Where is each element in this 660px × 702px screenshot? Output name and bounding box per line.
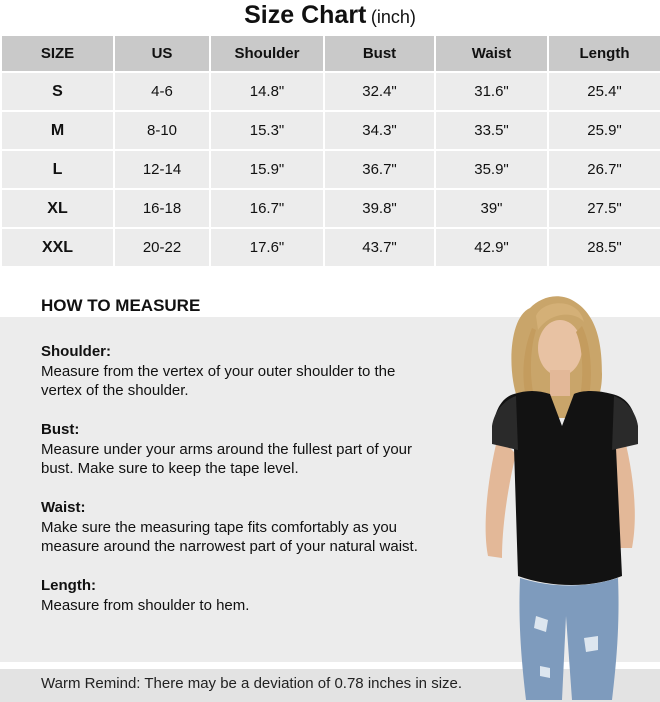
table-cell: 15.9": [210, 150, 324, 189]
warm-remind-text: Warm Remind: There may be a deviation of 0.78 inches in size.: [41, 675, 463, 692]
table-cell: 34.3": [324, 111, 435, 150]
section-heading: Length:: [41, 577, 96, 594]
table-cell: 20-22: [114, 228, 210, 267]
table-cell: 42.9": [435, 228, 548, 267]
table-cell: 8-10: [114, 111, 210, 150]
table-cell: 25.4": [548, 72, 660, 111]
section-line: Make sure the measuring tape fits comfortably as you: [41, 518, 398, 536]
table-cell: 25.9": [548, 111, 660, 150]
table-row: [1, 111, 660, 150]
length-instructions: [41, 576, 441, 615]
table-row: [1, 228, 660, 267]
column-header: Waist: [435, 35, 548, 72]
table-cell: 12-14: [114, 150, 210, 189]
title-unit: (inch): [370, 7, 416, 27]
shoulder-instructions: [41, 342, 441, 401]
table-row: [1, 150, 660, 189]
column-header: SIZE: [1, 35, 114, 72]
table-cell: 14.8": [210, 72, 324, 111]
chart-title: [0, 0, 660, 32]
table-cell: 31.6": [435, 72, 548, 111]
section-line: Measure from the vertex of your outer shoulder to the: [41, 362, 396, 380]
table-cell: 32.4": [324, 72, 435, 111]
size-table: [0, 34, 660, 268]
table-header-row: [1, 35, 660, 72]
table-row: [1, 72, 660, 111]
table-cell: 16.7": [210, 189, 324, 228]
section-line: Measure from shoulder to hem.: [41, 596, 250, 614]
table-cell: 26.7": [548, 150, 660, 189]
table-cell: S: [1, 72, 114, 111]
title-text: Size Chart: [244, 1, 367, 29]
column-header: Bust: [324, 35, 435, 72]
section-line: Measure under your arms around the fullest part of your: [41, 440, 413, 458]
how-to-measure-title: HOW TO MEASURE: [41, 296, 201, 315]
table-cell: L: [1, 150, 114, 189]
table-cell: 33.5": [435, 111, 548, 150]
column-header: Shoulder: [210, 35, 324, 72]
section-line: measure around the narrowest part of your natural waist.: [41, 538, 418, 555]
table-cell: 4-6: [114, 72, 210, 111]
table-cell: 17.6": [210, 228, 324, 267]
table-cell: 16-18: [114, 189, 210, 228]
section-line: bust. Make sure to keep the tape level.: [41, 460, 299, 477]
table-cell: 39.8": [324, 189, 435, 228]
section-heading: Shoulder:: [41, 343, 111, 360]
table-cell: 35.9": [435, 150, 548, 189]
table-cell: 27.5": [548, 189, 660, 228]
table-cell: XXL: [1, 228, 114, 267]
table-cell: 43.7": [324, 228, 435, 267]
section-line: vertex of the shoulder.: [41, 382, 189, 399]
table-cell: 15.3": [210, 111, 324, 150]
section-heading: Bust:: [41, 421, 80, 438]
table-cell: 39": [435, 189, 548, 228]
table-cell: 36.7": [324, 150, 435, 189]
waist-instructions: [41, 498, 441, 557]
table-cell: M: [1, 111, 114, 150]
table-cell: XL: [1, 189, 114, 228]
table-row: [1, 189, 660, 228]
column-header: Length: [548, 35, 660, 72]
table-cell: 28.5": [548, 228, 660, 267]
section-heading: Waist:: [41, 499, 86, 516]
model-photo: [452, 286, 660, 700]
column-header: US: [114, 35, 210, 72]
bust-instructions: [41, 420, 441, 479]
